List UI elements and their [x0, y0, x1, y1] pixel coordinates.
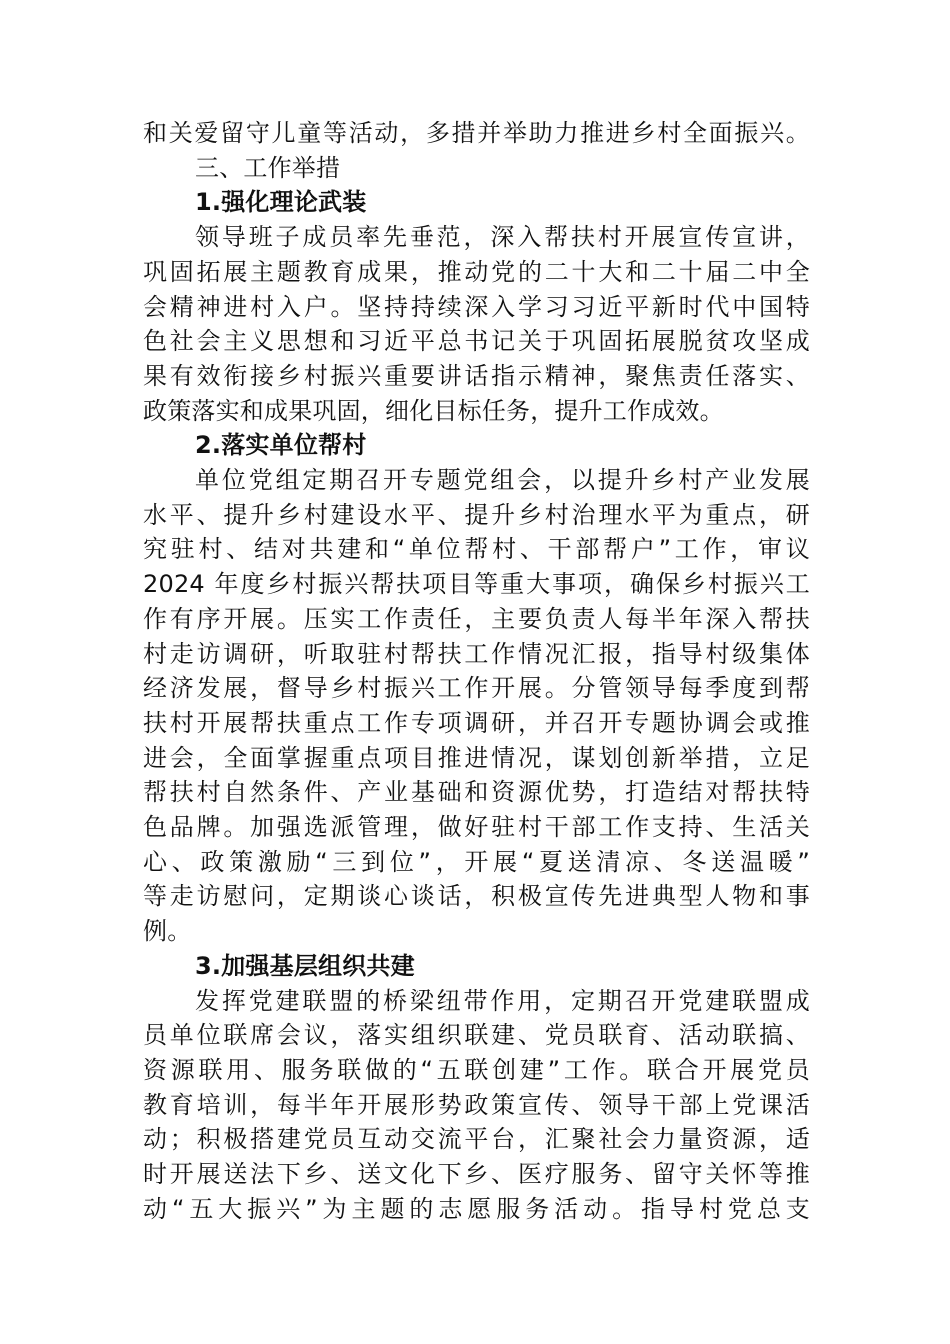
subsection-heading: 3.加强基层组织共建	[195, 951, 415, 980]
paragraph-line: 政策落实和成果巩固，细化目标任务，提升工作成效。	[143, 396, 724, 425]
paragraph-line: 果有效衔接乡村振兴重要讲话指示精神，聚焦责任落实、	[143, 361, 810, 390]
paragraph-line: 教育培训，每半年开展形势政策宣传、领导干部上党课活	[143, 1090, 810, 1119]
subsection-heading: 1.强化理论武装	[195, 188, 367, 217]
subsection-heading: 2.落实单位帮村	[195, 431, 367, 460]
paragraph-line: 村走访调研，听取驻村帮扶工作情况汇报，指导村级集体	[143, 639, 810, 668]
paragraph-line: 进会，全面掌握重点项目推进情况，谋划创新举措，立足	[143, 743, 810, 772]
paragraph-line: 资源联用、服务联做的“五联创建”工作。联合开展党员	[143, 1055, 810, 1084]
paragraph-line: 2024 年度乡村振兴帮扶项目等重大事项，确保乡村振兴工	[143, 570, 810, 599]
paragraph-line: 动；积极搭建党员互动交流平台，汇聚社会力量资源，适	[143, 1125, 810, 1154]
paragraph-line: 色社会主义思想和习近平总书记关于巩固拓展脱贫攻坚成	[143, 327, 810, 356]
paragraph-line: 和关爱留守儿童等活动，多措并举助力推进乡村全面振兴。	[143, 119, 810, 147]
paragraph-line: 例。	[143, 917, 192, 946]
paragraph-line: 会精神进村入户。坚持持续深入学习习近平新时代中国特	[143, 292, 810, 321]
paragraph-line: 究驻村、结对共建和“单位帮村、干部帮户”工作，审议	[143, 535, 810, 564]
paragraph-line: 帮扶村自然条件、产业基础和资源优势，打造结对帮扶特	[143, 778, 810, 807]
paragraph-line: 巩固拓展主题教育成果，推动党的二十大和二十届二中全	[143, 257, 810, 286]
paragraph-line: 时开展送法下乡、送文化下乡、医疗服务、留守关怀等推	[143, 1160, 810, 1189]
paragraph-line: 水平、提升乡村建设水平、提升乡村治理水平为重点，研	[143, 500, 810, 529]
paragraph-line: 心、政策激励“三到位”，开展“夏送清凉、冬送温暖”	[143, 847, 810, 876]
paragraph-line: 扶村开展帮扶重点工作专项调研，并召开专题协调会或推	[143, 708, 810, 737]
paragraph-line: 等走访慰问，定期谈心谈话，积极宣传先进典型人物和事	[143, 882, 810, 911]
paragraph-line: 经济发展，督导乡村振兴工作开展。分管领导每季度到帮	[143, 674, 810, 703]
paragraph-line: 色品牌。加强选派管理，做好驻村干部工作支持、生活关	[143, 813, 810, 842]
paragraph-line: 发挥党建联盟的桥梁纽带作用，定期召开党建联盟成	[195, 986, 810, 1015]
paragraph-line: 动“五大振兴”为主题的志愿服务活动。指导村党总支	[143, 1194, 810, 1223]
paragraph-line: 作有序开展。压实工作责任，主要负责人每半年深入帮扶	[143, 604, 810, 633]
paragraph-line: 单位党组定期召开专题党组会，以提升乡村产业发展	[195, 466, 810, 495]
paragraph-line: 领导班子成员率先垂范，深入帮扶村开展宣传宣讲，	[195, 223, 810, 252]
section-heading: 三、工作举措	[195, 153, 341, 182]
paragraph-line: 员单位联席会议，落实组织联建、党员联育、活动联搞、	[143, 1021, 810, 1050]
